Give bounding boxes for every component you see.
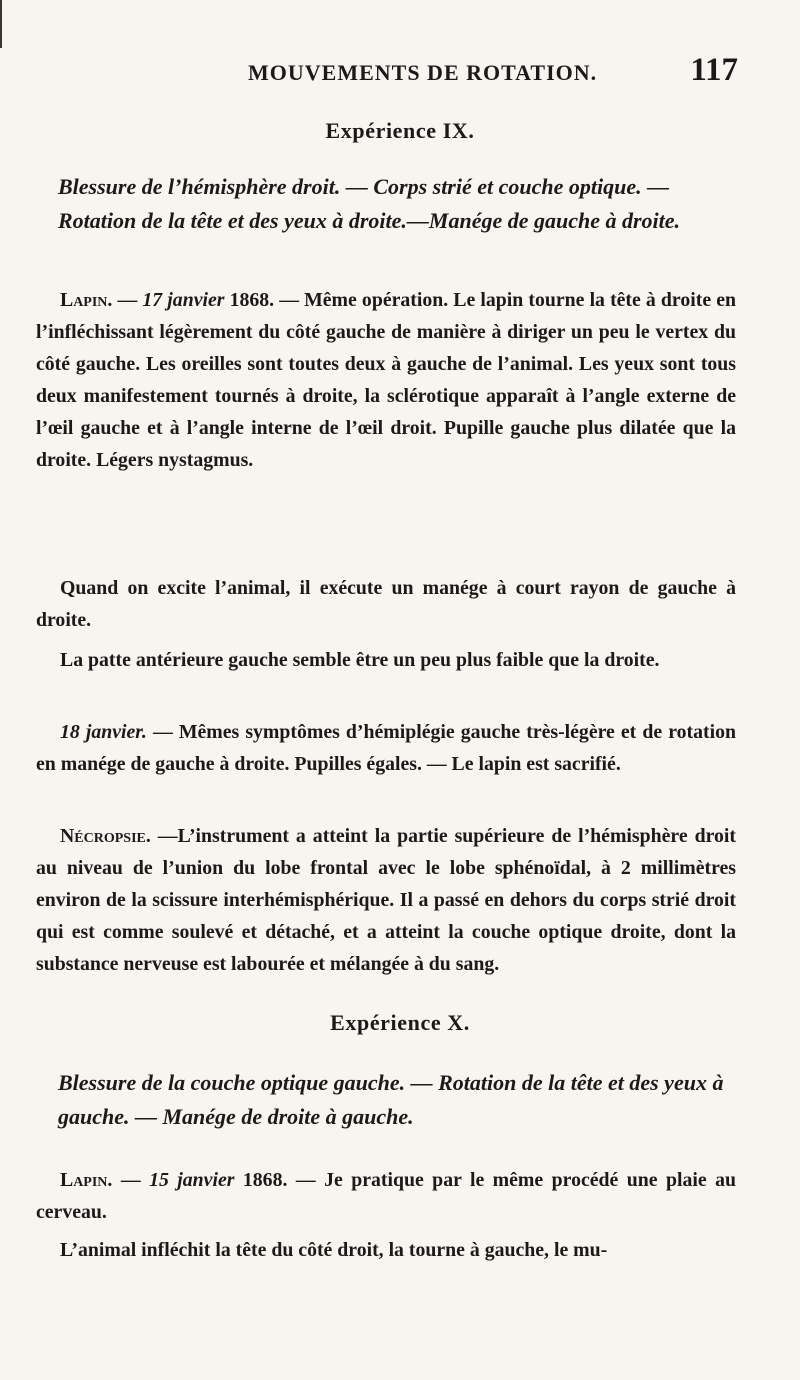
experience-9-paragraph-5 <box>36 820 736 980</box>
experience-9-p1-text: 1868. — Même opération. Le lapin tourne la tête à droite en l’infléchissant légèrement du côté gauche de manière à diriger un peu le vertex du côté gauche. Les oreilles sont toutes deux à gauche de l’animal. Les yeux sont tous deux manifestement tournés à droite, la sclérotique apparaît à l’angle externe de l’œil gauche et à l’angle interne de l’œil droit. Pupille gauche plus dilatée que la droite. Légers nystagmus. <box>36 289 737 471</box>
experience-10-summary <box>58 1066 744 1134</box>
experience-9-summary-text: Blessure de l’hémisphère droit. — Corps strié et couche optique. — Rotation de la tête et des yeux à droite.—Manége de gauche à droite. <box>58 174 681 233</box>
experience-9-p2-text: Quand on excite l’animal, il exécute un manége à court rayon de gauche à droite. <box>36 577 736 631</box>
experience-9-p4-text: — Mêmes symptômes d’hémiplégie gauche très-légère et de rotation en manége de gauche à droite. Pupilles égales. — Le lapin est sacrifié. <box>36 721 736 775</box>
experience-10-heading: Expérience X. <box>330 1010 470 1035</box>
experience-10-p1-text: 1868. — Je pratique par le même procédé une plaie au cerveau. <box>36 1169 736 1223</box>
page-edge-line <box>0 0 2 48</box>
experience-9-paragraph-2 <box>36 572 736 636</box>
experience-10-p1-lead: Lapin. <box>60 1169 113 1191</box>
experience-9-paragraph-4 <box>36 716 736 780</box>
experience-9-p5-text: —L’instrument a atteint la partie supérieure de l’hémisphère droit au niveau de l’union du lobe frontal avec le lobe sphénoïdal, à 2 millimètres environ de la scissure interhémisphérique. Il a passé en dehors du corps strié droit qui est comme soulevé et détaché, et a atteint la couche optique droite, dont la substance nerveuse est labourée et mélangée à du sang. <box>36 825 736 975</box>
experience-10-paragraph-1: Lapin. — 15 janvier 1868. — Je pratique par le même procédé une plaie au cerveau. <box>36 1169 736 1223</box>
experience-9-p4-date: 18 janvier. <box>60 721 147 743</box>
experience-10-summary-text: Blessure de la couche optique gauche. — Rotation de la tête et des yeux à gauche. — Manége de droite à gauche. <box>58 1070 724 1129</box>
experience-9-p3-text: La patte antérieure gauche semble être un peu plus faible que la droite. <box>60 649 660 671</box>
experience-10-p2-text: L’animal infléchit la tête du côté droit, la tourne à gauche, le mu- <box>60 1239 608 1261</box>
experience-9-paragraph-1: Lapin. — 17 janvier 1868. — Même opération. Le lapin tourne la tête à droite en l’infléchissant légèrement du côté gauche de manière à diriger un peu le vertex du côté gauche. Les oreilles sont toutes deux à gauche de l’animal. Les yeux sont tous deux manifestement tournés à droite, la sclérotique apparaît à l’angle externe de l’œil gauche et à l’angle interne de l’œil droit. Pupille gauche plus dilatée que la droite. Légers nystagmus. <box>36 289 737 471</box>
running-head-title: MOUVEMENTS DE ROTATION. <box>248 60 598 85</box>
page-number: 117 <box>690 52 738 88</box>
running-head <box>248 48 738 88</box>
experience-10-p1-date: 15 janvier <box>149 1169 235 1191</box>
experience-9-heading: Expérience IX. <box>325 118 475 143</box>
experience-9-p5-lead: Nécropsie. <box>60 825 151 847</box>
experience-10-paragraph-2 <box>36 1234 736 1266</box>
experience-9-summary <box>58 170 744 238</box>
experience-9-p1-date: 17 janvier <box>142 289 225 311</box>
experience-9-p1-lead: Lapin. <box>60 289 113 311</box>
experience-9-paragraph-3 <box>36 644 736 676</box>
